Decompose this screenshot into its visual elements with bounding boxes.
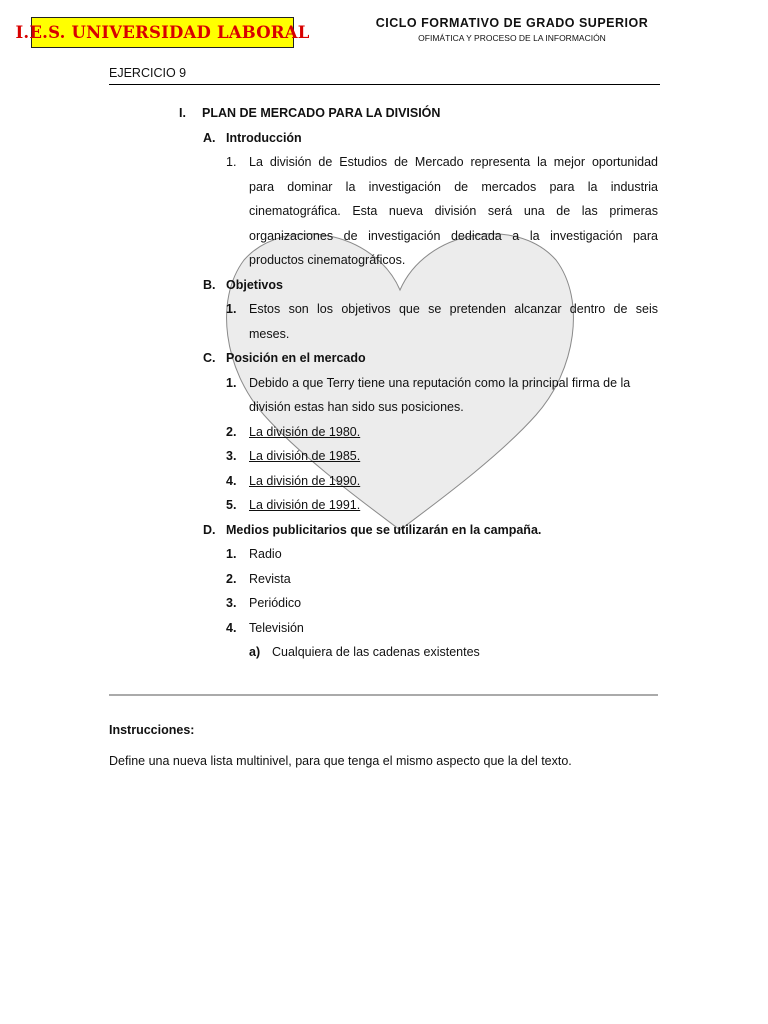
list-item: división estas han sido sus posiciones. — [249, 400, 464, 414]
list-item-marker: 2. — [226, 572, 237, 586]
paragraph-line: Estos son los objetivos que se pretenden alcanzar dentro de seis — [249, 302, 658, 316]
list-item-marker: 2. — [226, 425, 237, 439]
list-item-marker: 1. — [226, 376, 237, 390]
list-item: La división de 1980. — [249, 425, 361, 439]
outline-marker-a: A. — [203, 131, 216, 145]
instructions-body: Define una nueva lista multinivel, para que tenga el mismo aspecto que la del texto. — [109, 754, 572, 768]
exercise-label: EJERCICIO 9 — [109, 66, 187, 80]
paragraph-line: meses. — [249, 327, 290, 341]
paragraph-line: La división de Estudios de Mercado representa la mejor oportunidad — [249, 155, 658, 169]
header-divider — [109, 84, 660, 85]
list-item-marker: a) — [249, 645, 261, 659]
list-item-marker: 3. — [226, 596, 237, 610]
list-item-marker: 1. — [226, 547, 237, 561]
outline-marker-l1: I. — [179, 106, 186, 120]
outline-heading-b: Objetivos — [226, 278, 283, 292]
list-item: Radio — [249, 547, 282, 561]
list-item-marker: 4. — [226, 621, 237, 635]
list-item: Televisión — [249, 621, 304, 635]
section-divider — [109, 694, 658, 696]
outline-marker-b1: 1. — [226, 302, 237, 316]
list-item: La división de 1991. — [249, 498, 361, 512]
list-item: Periódico — [249, 596, 302, 610]
paragraph-line: organizaciones de investigación dedicada a la investigación para — [249, 229, 658, 243]
list-item: La división de 1990. — [249, 474, 361, 488]
list-item-marker: 5. — [226, 498, 237, 512]
outline-marker-a1: 1. — [226, 155, 237, 169]
instructions-heading: Instrucciones: — [109, 723, 195, 737]
paragraph-line: productos cinematográficos. — [249, 253, 406, 267]
header-title: CICLO FORMATIVO DE GRADO SUPERIOR — [375, 16, 649, 30]
paragraph-line: cinematográfica. Esta nueva división será una de las primeras — [249, 204, 658, 218]
school-logo-text: I.E.S. UNIVERSIDAD LABORAL — [15, 23, 310, 42]
header-subtitle: OFIMÁTICA Y PROCESO DE LA INFORMACIÓN — [418, 33, 606, 43]
outline-heading-l1: PLAN DE MERCADO PARA LA DIVISIÓN — [202, 106, 441, 120]
outline-heading-c: Posición en el mercado — [226, 351, 366, 365]
list-item-marker: 4. — [226, 474, 237, 488]
list-item: Debido a que Terry tiene una reputación como la principal firma de la — [249, 376, 631, 390]
outline-heading-d: Medios publicitarios que se utilizarán en la campaña. — [226, 523, 542, 537]
list-item: La división de 1985. — [249, 449, 361, 463]
school-logo-box — [15, 17, 310, 48]
paragraph-line: para dominar la investigación de mercados para la industria — [249, 180, 658, 194]
outline-marker-b: B. — [203, 278, 216, 292]
list-item: Cualquiera de las cadenas existentes — [272, 645, 480, 659]
list-item-marker: 3. — [226, 449, 237, 463]
outline-heading-a: Introducción — [226, 131, 302, 145]
outline-marker-c: C. — [203, 351, 216, 365]
list-item: Revista — [249, 572, 291, 586]
outline-marker-d: D. — [203, 523, 216, 537]
